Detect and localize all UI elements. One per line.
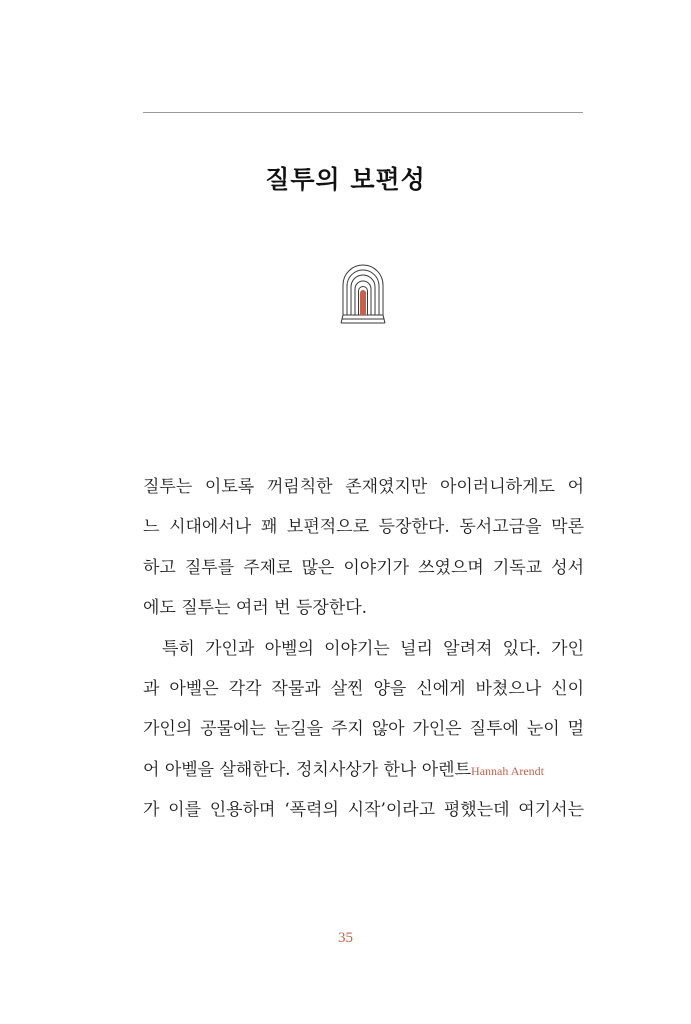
top-rule (143, 112, 583, 113)
text-line: 에도 질투는 여러 번 등장한다. (143, 598, 368, 619)
text-line-with-annotation (143, 750, 584, 790)
text-line: 질투는 이토록 꺼림칙한 존재였지만 아이러니하게도 어 (143, 477, 584, 497)
text-line: 느 시대에서나 꽤 보편적으로 등장한다. 동서고금을 막론 (143, 517, 584, 538)
chapter-title: 질투의 보편성 (265, 165, 426, 194)
text-line: 가 이를 인용하며 ‘폭력의 시작’이라고 평했는데 여기서는 (143, 800, 584, 821)
text-segment: 어 아벨을 살해한다. 정치사상가 한나 아렌트 (143, 759, 472, 780)
text-line: 특히 가인과 아벨의 이야기는 널리 알려져 있다. 가인 (162, 638, 584, 659)
text-line: 과 아벨은 각각 작물과 살찐 양을 신에게 바쳤으나 신이 (143, 678, 584, 699)
page-number: 35 (338, 930, 353, 946)
arched-doorway-icon (340, 263, 386, 325)
text-line: 가인의 공물에는 눈길을 주지 않아 가인은 질투에 눈이 멀 (143, 719, 584, 740)
body-text (143, 467, 584, 831)
name-annotation: Hannah Arendt (471, 763, 545, 778)
text-line: 하고 질투를 주제로 많은 이야기가 쓰였으며 기독교 성서 (143, 557, 584, 578)
doorway-fill (360, 290, 366, 315)
